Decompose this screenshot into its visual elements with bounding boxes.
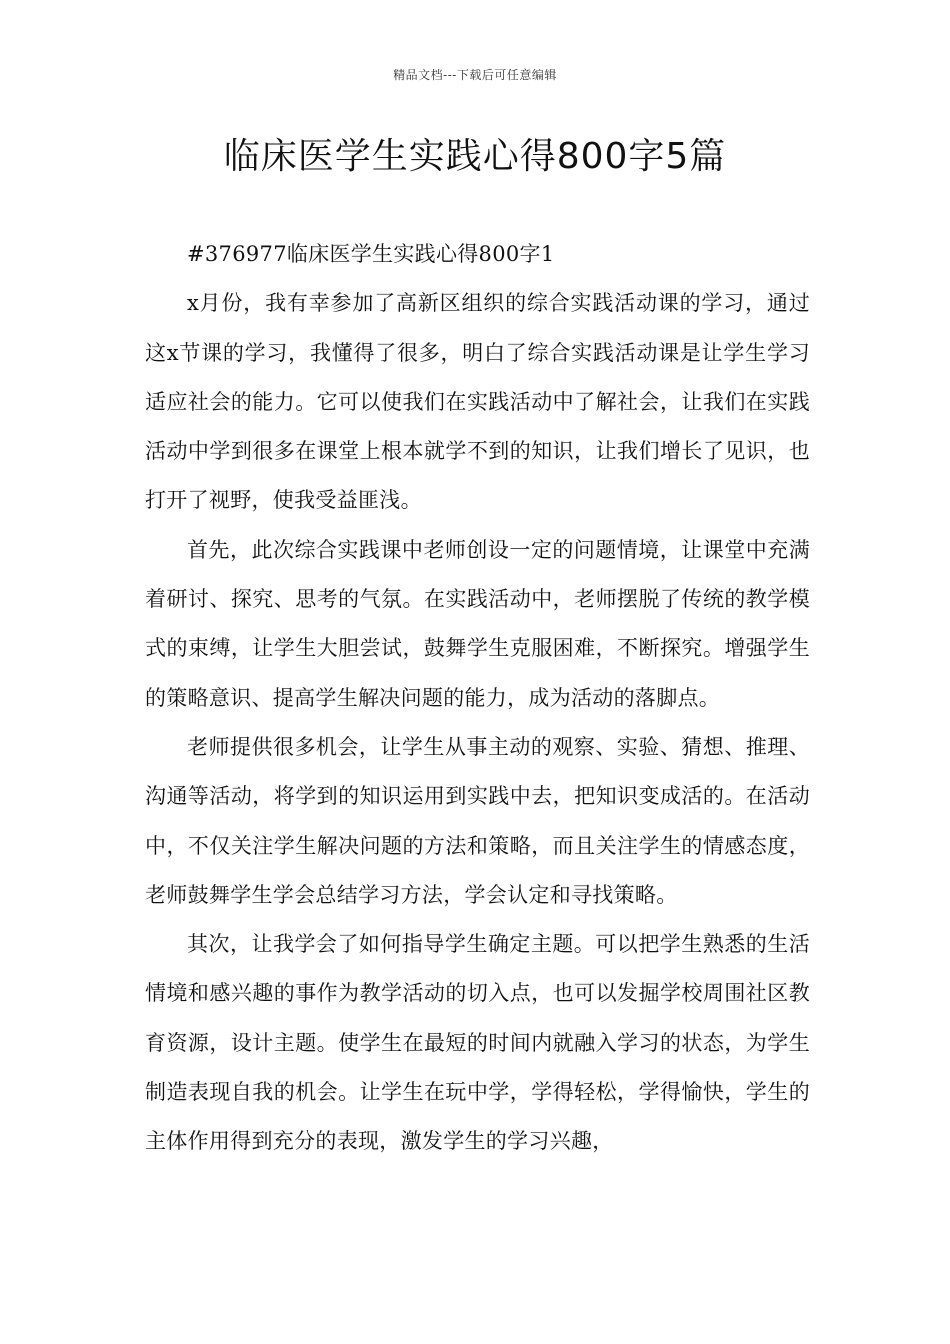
paragraph: x月份，我有幸参加了高新区组织的综合实践活动课的学习，通过这x节课的学习，我懂得了很多，明白了综合实践活动课是让学生学习适应社会的能力。它可以使我们在实践活动中了解社会，让我们在实践活动中学到很多在课堂上根本就学不到的知识，让我们增长了见识，也打开了视野，使我受益匪浅。 — [145, 291, 810, 513]
document-body — [145, 230, 810, 1167]
paragraph: 其次，让我学会了如何指导学生确定主题。可以把学生熟悉的生活情境和感兴趣的事作为教学活动的切入点，也可以发掘学校周围社区教育资源，设计主题。使学生在最短的时间内就融入学习的状态，为学生制造表现自我的机会。让学生在玩中学，学得轻松，学得愉快，学生的主体作用得到充分的表现，激发学生的学习兴趣， — [145, 932, 810, 1154]
document-title: 临床医学生实践心得800字5篇 — [223, 136, 727, 177]
header-note: 精品文档---下载后可任意编辑 — [393, 68, 557, 82]
paragraph: 老师提供很多机会，让学生从事主动的观察、实验、猜想、推理、沟通等活动，将学到的知识运用到实践中去，把知识变成活的。在活动中，不仅关注学生解决问题的方法和策略，而且关注学生的情感态度，老师鼓舞学生学会总结学习方法，学会认定和寻找策略。 — [145, 734, 810, 907]
paragraph-heading: #376977临床医学生实践心得800字1 — [187, 242, 555, 266]
paragraph: 首先，此次综合实践课中老师创设一定的问题情境，让课堂中充满着研讨、探究、思考的气氛。在实践活动中，老师摆脱了传统的教学模式的束缚，让学生大胆尝试，鼓舞学生克服困难，不断探究。增强学生的策略意识、提高学生解决问题的能力，成为活动的落脚点。 — [145, 537, 810, 710]
